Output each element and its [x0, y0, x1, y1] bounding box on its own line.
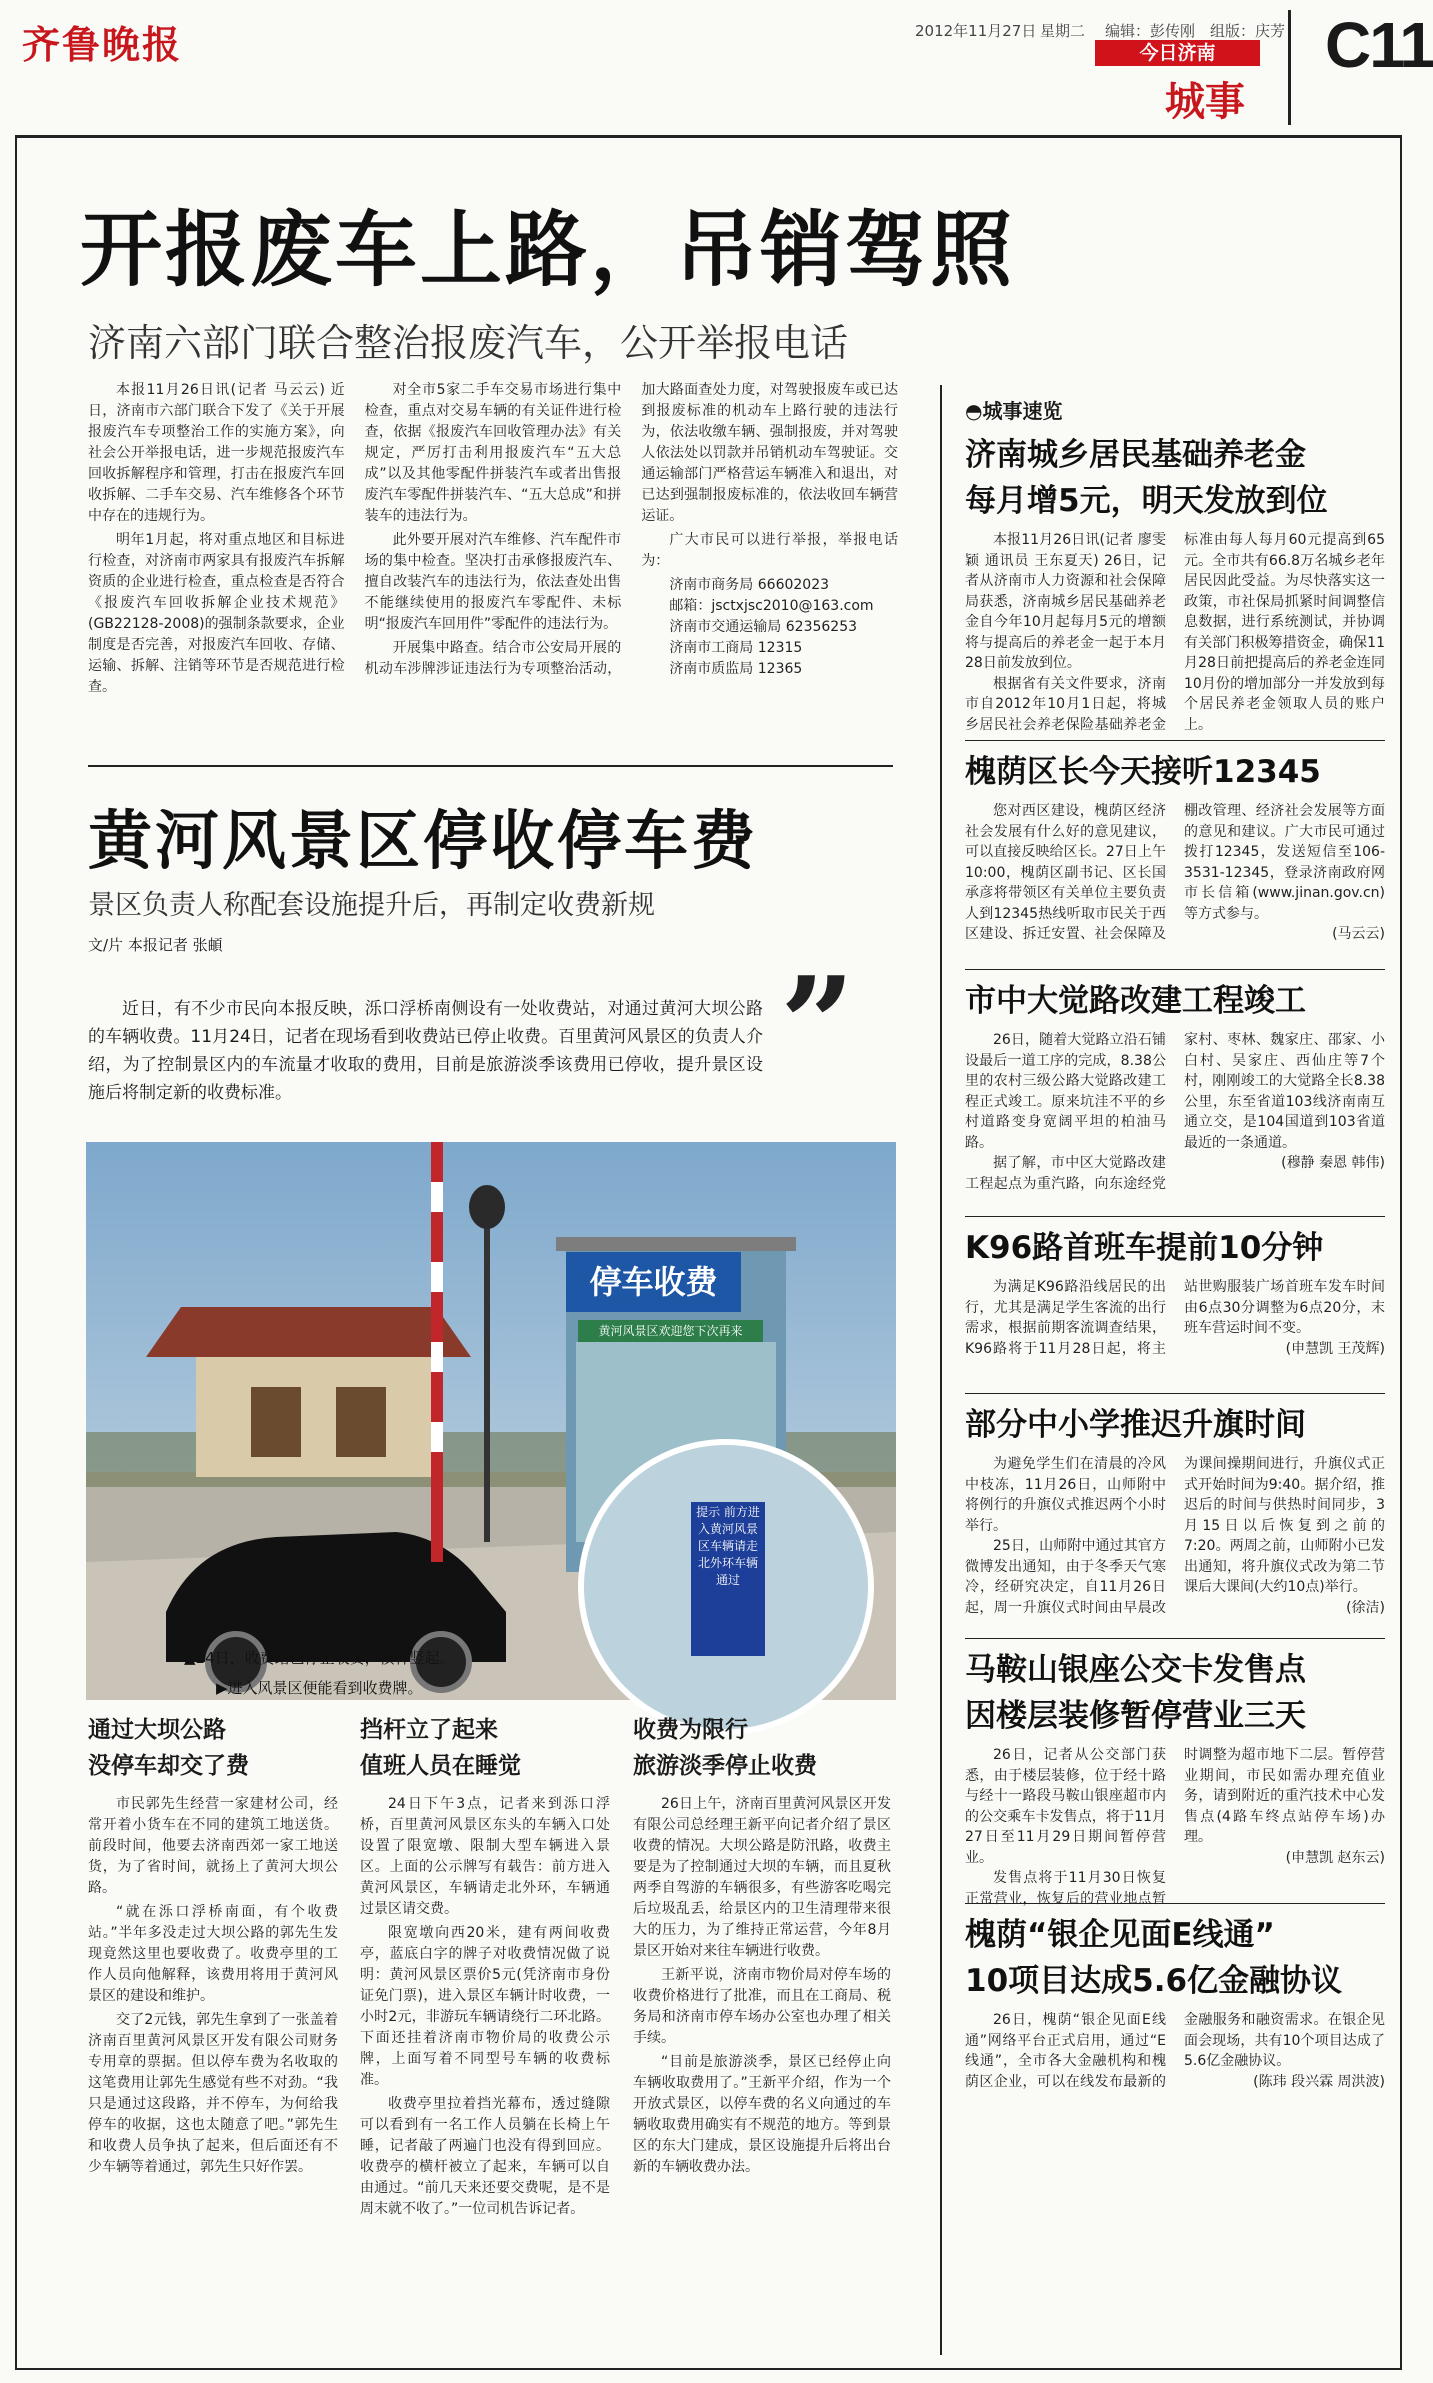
brief-body [965, 1745, 1385, 1909]
parking-fee-sign: 停车收费 [566, 1252, 741, 1312]
brief-paragraph: 26日，记者从公交部门获悉，由于楼层装修，位于经十路与经十一路段马鞍山银座超市内的公交乘车卡发售点，将于11月27日至11月29日期间暂停营业。 [965, 1747, 1166, 1866]
column-title: 值班人员在睡觉 [360, 1753, 521, 1779]
brief-body [965, 1277, 1385, 1359]
frame-bottom [15, 2368, 1402, 2370]
brief-body [965, 2010, 1385, 2092]
brief-credit: (徐洁) [1346, 1599, 1385, 1616]
quote-mark-icon: ” [780, 948, 855, 1101]
brief-credit: (陈玮 段兴霖 周洪波) [1253, 2073, 1385, 2090]
hotline-name: 邮箱 [669, 598, 698, 614]
brief-credit: (穆静 秦恩 韩伟) [1281, 1155, 1385, 1171]
hotline-row [669, 659, 898, 680]
hotline-number: 62356253 [785, 619, 858, 635]
column-paragraph: 交了2元钱，郭先生拿到了一张盖着济南百里黄河风景区开发有限公司财务专用章的票据。但以停车费为名收取的这笔费用让郭先生感觉有些不对劲。“我只是通过这段路，并不停车，为何给我停车的收据，这也太随意了吧。”郭先生和收费人员争执了起来，但后面还有不少车辆等着通过，郭先生只好作罢。 [88, 2012, 338, 2175]
hotline-name: 济南市交通运输局 [669, 619, 782, 635]
story2-subhead: 景区负责人称配套设施提升后，再制定收费新规 [88, 890, 655, 921]
label-bullet-icon: ◓ [965, 399, 983, 423]
lead-paragraph: 广大市民可以进行举报，举报电话为： [641, 532, 898, 569]
brief-title: 10项目达成5.6亿金融协议 [965, 1963, 1343, 1999]
brief-title: 市中大觉路改建工程竣工 [965, 983, 1306, 1019]
lead-paragraph: 此外要开展对汽车维修、汽车配件市场的集中检查。坚决打击承修报废汽车、擅自改装汽车的违法行为，依法查处出售不能继续使用的报废汽车零配件、未标明“报废汽车回用件”零配件的违法行为。 [364, 532, 622, 632]
story2-column [633, 1712, 891, 2181]
column-paragraph: 24日下午3点，记者来到泺口浮桥，百里黄河风景区东头的车辆入口处设置了限宽墩、限制大型车辆进入景区。上面的公示牌写有载告：前方进入黄河风景区，车辆请走北外环，车辆通过景区请交费。 [360, 1796, 610, 1917]
issue-date: 2012年11月27日 [915, 22, 1037, 40]
page-number: C11 [1325, 9, 1433, 81]
brief-title: 每月增5元，明天发放到位 [965, 483, 1328, 519]
hotline-number: jsctxjsc2010@163.com [711, 598, 874, 614]
story2-columns [88, 1712, 896, 2352]
photo-caption-2: ▶进入风景区便能看到收费牌。 [216, 1679, 423, 1697]
issue-weekday: 星期二 [1040, 22, 1086, 40]
lead-headline: 开报废车上路，吊销驾照 [80, 203, 1016, 298]
brief-paragraph: 据了解，市中区大觉路改建工程起点为重汽路，向东途经党家村、枣林、魏家庄、邵家、小白村、吴家庄、西仙庄等7个村，刚刚竣工的大觉路全长8.38公里，东至省道103线济南南互通立交，是104国道到103省道最近的一条通道。 [965, 1032, 1385, 1192]
lead-bottom-rule [88, 765, 893, 767]
sidebar-label: ◓城事速览 [965, 399, 1063, 423]
hotline-row: 邮箱：jsctxjsc2010@163.com [669, 598, 874, 614]
story2-byline: 文/片 本报记者 张頔 [88, 936, 223, 954]
column-paragraph: 限宽墩向西20米，建有两间收费亭，蓝底白字的牌子对收费情况做了说明：黄河风景区票价5元(凭济南市身份证免门票)，进入景区车辆计时收费，一小时2元，非游玩车辆请绕行二环北路。下面还挂着济南市物价局的收费公示牌，上面写着不同型号车辆的收费标准。 [360, 1925, 610, 2088]
brief-paragraph: 为避免学生们在清晨的冷风中枝冻，11月26日，山师附中将例行的升旗仪式推迟两个小时举行。 [965, 1456, 1166, 1534]
section-badge: 今日济南 [1095, 40, 1260, 66]
frame-right [1400, 135, 1402, 2370]
brief-paragraph: 本报11月26日讯(记者 廖雯颖 通讯员 王东夏天) 26日，记者从济南市人力资源和社会保障局获悉，济南城乡居民基础养老金自今年10月起每月5元的增额将与提高后的养老金一起于本月28日前发放到位。 [965, 532, 1166, 671]
brief-title: 部分中小学推迟升旗时间 [965, 1407, 1306, 1443]
brief-credit: (马云云) [1332, 926, 1385, 942]
sidebar [965, 395, 1385, 2122]
brief-item [965, 978, 1385, 1208]
editor-credit: 编辑：彭传刚 [1105, 22, 1196, 40]
column-title: 收费为限行 [633, 1717, 748, 1743]
lead-subhead: 济南六部门联合整治报废汽车，公开举报电话 [88, 321, 849, 365]
column-paragraph: “目前是旅游淡季，景区已经停止向车辆收取费用了。”王新平介绍，作为一个开放式景区，以停车费的名义向通过的车辆收取费用确实有不规范的地方。等到景区的东大门建成，景区设施提升后将出台新的车辆收费办法。 [633, 2054, 891, 2175]
brief-title: 马鞍山银座公交卡发售点 [965, 1652, 1306, 1688]
brief-paragraph: 26日，槐荫“银企见面E线通”网络平台正式启用，通过“E线通”，全市各大金融机构和槐荫区企业，可以在线发布最新的金融服务和融资需求。在银企见面会现场，共有10个项目达成了5.6亿金融协议。 [965, 2012, 1385, 2090]
column-body [633, 1794, 891, 2178]
brief-item [965, 749, 1385, 961]
hotline-number: 12315 [757, 640, 803, 656]
hotline-number: 66602023 [757, 577, 830, 593]
brief-rule [965, 1216, 1385, 1217]
column-title: 挡杆立了起来 [360, 1717, 498, 1743]
brief-title: 槐荫“银企见面E线通” [965, 1917, 1275, 1953]
column-paragraph: 市民郭先生经营一家建材公司，经常开着小货车在不同的建筑工地送货。前段时间，他要去济南西郊一家工地送货，为了省时间，就扬上了黄河大坝公路。 [88, 1796, 338, 1896]
brief-body [965, 1030, 1385, 1194]
brief-paragraph: 为满足K96路沿线居民的出行，尤其是满足学生客流的出行需求，根据前期客流调查结果，K96路将于11月28日起，将主站世购服装广场首班车发车时间由6点30分调整为6点20分，末班车营运时间不变。 [965, 1279, 1385, 1357]
brief-credit: (申慧凯 赵东云) [1285, 1849, 1385, 1866]
column-paragraph: 王新平说，济南市物价局对停车场的收费价格进行了批准，而且在工商局、税务局和济南市停车场办公室也办理了相关手续。 [633, 1967, 891, 2046]
toll-booth-photo [86, 1142, 896, 1700]
hotline-row [669, 575, 898, 596]
brief-title: 槐荫区长今天接听12345 [965, 754, 1321, 790]
photo-caption-1: ▲24日，收费站已停止收费，横杆竖起。 [184, 1649, 455, 1667]
masthead-rule [15, 135, 1402, 138]
frame-left [15, 135, 17, 2370]
column-title: 没停车却交了费 [88, 1753, 249, 1779]
hotline-name: 济南市商务局 [669, 577, 754, 593]
lead-body [88, 380, 898, 720]
story2-column [360, 1712, 610, 2223]
brief-paragraph: 发售点将于11月30日恢复正常营业，恢复后的营业地点暂时调整为超市地下二层。暂停营业期间，市民如需办理充值业务，请到附近的重汽技术中心发售点(4路车终点站停车场)办理。 [965, 1747, 1385, 1907]
brief-title: K96路首班车提前10分钟 [965, 1230, 1324, 1266]
lead-paragraph: 明年1月起，将对重点地区和目标进行检查，对济南市两家具有报废汽车拆解资质的企业进行检查，重点检查是否符合《报废汽车回收拆解企业技术规范》(GB22128-2008)的强制条款要求，企业制度是否完善，对报废汽车回收、存储、运输、拆解、注销等环节是否规范进行检查。 [88, 532, 345, 695]
column-body [360, 1794, 610, 2220]
hotline-name: 济南市质监局 [669, 661, 754, 677]
brief-item [965, 432, 1385, 732]
brief-credit: (申慧凯 王茂辉) [1285, 1340, 1385, 1357]
hotline-list [641, 575, 898, 680]
brief-paragraph: 根据省有关文件要求，济南市自2012年10月1日起，将城乡居民社会养老保险基础养老金标准由每人每月60元提高到65元。全市共有66.8万名城乡老年居民因此受益。为尽快落实这一政策，市社保局抓紧时间调整信息数据，进行系统测试，并协调有关部门积极筹措资金，确保11月28日前把提高后的养老金连同10月份的增加部分一并发放到每个居民养老金领取人员的账户上。 [965, 532, 1385, 733]
story2-photo [86, 1142, 896, 1700]
column-paragraph: 26日上午，济南百里黄河风景区开发有限公司总经理王新平向记者介绍了景区收费的情况。大坝公路是防汛路，收费主要是为了控制通过大坝的车辆，而且夏秋两季自驾游的车辆很多，有些游客吃喝完后垃圾乱丢，给景区内的卫生清理带来很大的压力，为了维持正常运营，今年8月景区开始对来往车辆进行收费。 [633, 1796, 891, 1959]
brief-item [965, 1225, 1385, 1385]
brief-rule [965, 1393, 1385, 1394]
farewell-banner: 黄河风景区欢迎您下次再来 [578, 1320, 763, 1342]
brief-paragraph: 25日，山师附中通过其官方微博发出通知，由于冬季天气寒冷，经研究决定，自11月26日起，周一升旗仪式时间由早晨改为课间操期间进行，升旗仪式正式开始时间为9:40。据介绍，推迟后的时间与供热时间同步，3月15日以后恢复到之前的7:20。两周之前，山师附小已发出通知，将升旗仪式改为第二节课后大课间(大约10点)举行。 [965, 1456, 1385, 1616]
column-title: 通过大坝公路 [88, 1717, 226, 1743]
brief-item [965, 1647, 1385, 1907]
column-paragraph: 收费亭里拉着挡光幕布，透过缝隙可以看到有一名工作人员躺在长椅上午睡，记者敲了两遍门也没有得到回应。收费亭的横杆被立了起来，车辆可以自由通过。“前几天来还要交费呢，是不是周末就不收了。”一位司机告诉记者。 [360, 2096, 610, 2217]
column-title: 旅游淡季停止收费 [633, 1753, 817, 1779]
lead-paragraph: 开展集中路查。结合市公安局开展的机动车涉牌涉证违法行为专项整治活动，加大路面查处力度，对驾驶报废车或已达到报废标准的机动车上路行驶的违法行为，依法收缴车辆、强制报废，并对驾驶人依法处以罚款并吊销机动车驾驶证。交通运输部门严格营运车辆准入和退出，对已达到强制报废标准的，依法收回车辆营运证。 [364, 382, 898, 677]
brief-item [965, 1402, 1385, 1630]
story2-headline: 黄河风景区停收停车费 [88, 805, 758, 879]
brief-title: 济南城乡居民基础养老金 [965, 437, 1306, 473]
brief-paragraph: 您对西区建设，槐荫区经济社会发展有什么好的意见建议，可以直接反映给区长。27日上午10:00，槐荫区副书记、区长国承彦将带领区有关单位主要负责人到12345热线听取市民关于西区建设、拆迁安置、社会保障及棚改管理、经济社会发展等方面的意见和建议。广大市民可通过拨打12345，发送短信至106-3531-12345，登录济南政府网市长信箱(www.jinan.gov.cn)等方式参与。 [965, 803, 1385, 942]
sidebar-divider [940, 385, 942, 2355]
hotline-row [669, 617, 898, 638]
masthead-divider [1288, 10, 1291, 125]
brief-title: 因楼层装修暂停营业三天 [965, 1698, 1306, 1734]
column-paragraph: “就在泺口浮桥南面，有个收费站。”半年多没走过大坝公路的郭先生发现竟然这里也要收费了。收费亭里的工作人员向他解释，该费用将用于黄河风景区的建设和维护。 [88, 1904, 338, 2004]
masthead-logo: 齐鲁晚报 [22, 22, 183, 67]
section-name: 城事 [1165, 78, 1245, 125]
column-body [88, 1794, 338, 2178]
layout-credit: 组版：庆芳 [1210, 22, 1286, 40]
story2-intro: 近日，有不少市民向本报反映，泺口浮桥南侧设有一处收费站，对通过黄河大坝公路的车辆收费。11月24日，记者在现场看到收费站已停止收费。百里黄河风景区的负责人介绍，为了控制景区内的车流量才收取的费用，目前是旅游淡季该费用已停收，提升景区设施后将制定新的收费标准。 [88, 999, 763, 1103]
brief-item [965, 1912, 1385, 2122]
brief-paragraph: 26日，随着大觉路立沿石铺设最后一道工序的完成，8.38公里的农村三级公路大觉路改建工程正式竣工。原来坑洼不平的乡村道路变身宽阔平坦的柏油马路。 [965, 1032, 1166, 1151]
inset-notice-sign: 提示 前方进入黄河风景区车辆请走北外环车辆通过 [691, 1502, 765, 1656]
story2-column [88, 1712, 338, 2181]
brief-body [965, 1454, 1385, 1618]
lead-paragraph: 本报11月26日讯(记者 马云云) 近日，济南市六部门联合下发了《关于开展报废汽车专项整治工作的实施方案》，向社会公开举报电话，进一步规范报废汽车回收拆解程序和管理，打击在报废汽车回收拆解、二手车交易、汽车维修各个环节中存在的违规行为。 [88, 382, 345, 524]
lead-paragraph: 对全市5家二手车交易市场进行集中检查，重点对交易车辆的有关证件进行检查，依据《报废汽车回收管理办法》有关规定，严厉打击利用报废汽车“五大总成”以及其他零配件拼装汽车或者出售报废汽车零配件拼装汽车、“五大总成”和拼装车的违法行为。 [364, 382, 622, 524]
hotline-name: 济南市工商局 [669, 640, 754, 656]
brief-rule [965, 740, 1385, 741]
brief-body [965, 530, 1385, 735]
hotline-row [669, 638, 898, 659]
brief-rule [965, 969, 1385, 970]
brief-rule [965, 1638, 1385, 1639]
brief-body [965, 801, 1385, 945]
hotline-number: 12365 [757, 661, 803, 677]
